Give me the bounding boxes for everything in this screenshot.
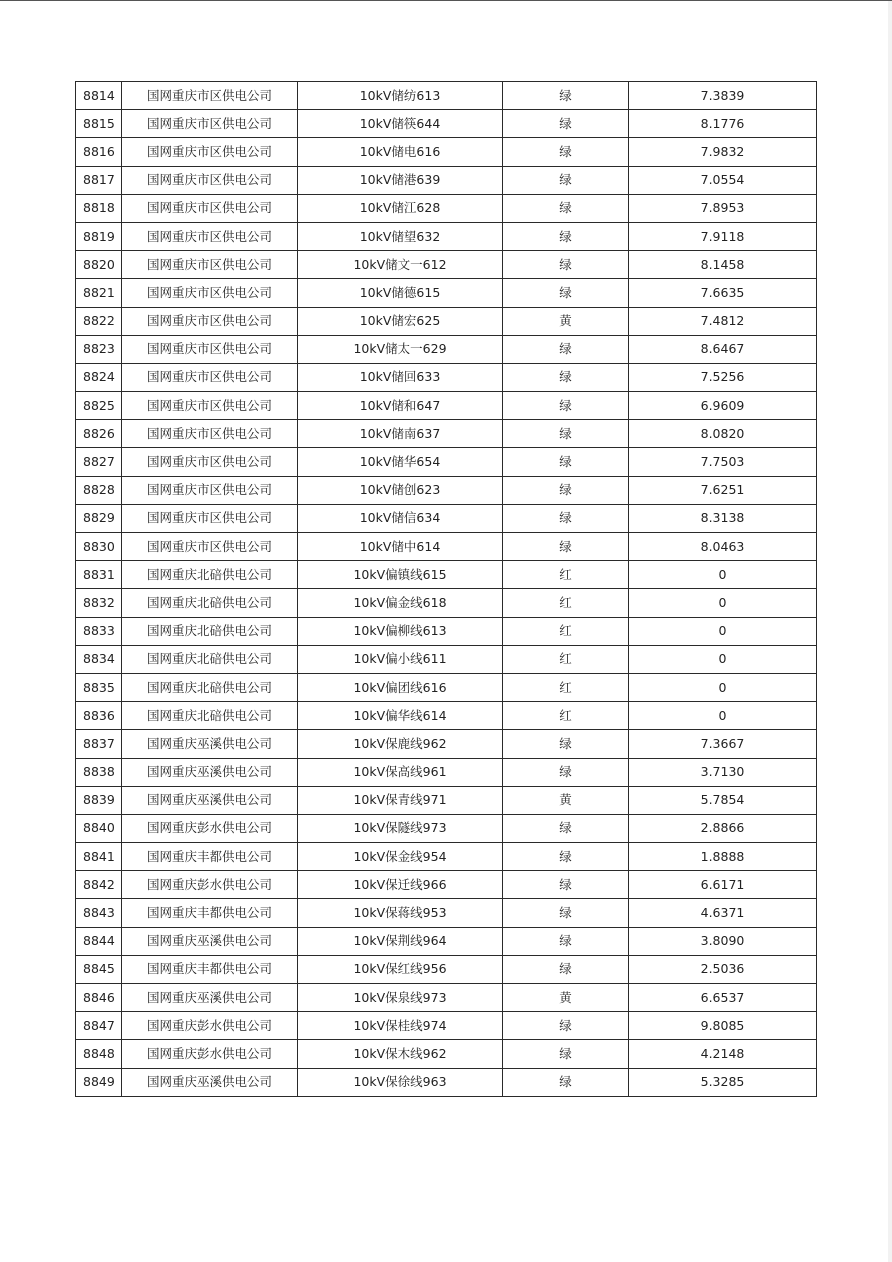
value-cell: 9.8085 xyxy=(629,1012,817,1040)
value-cell: 7.6635 xyxy=(629,279,817,307)
line-name-cell: 10kV保青线971 xyxy=(298,786,503,814)
company-cell: 国网重庆巫溪供电公司 xyxy=(122,1068,298,1096)
status-cell: 黄 xyxy=(503,984,629,1012)
feeder-table-body xyxy=(76,82,817,1097)
status-cell: 绿 xyxy=(503,730,629,758)
table-row xyxy=(76,363,817,391)
value-cell: 7.9832 xyxy=(629,138,817,166)
line-name-cell: 10kV偏金线618 xyxy=(298,589,503,617)
company-cell: 国网重庆北碚供电公司 xyxy=(122,561,298,589)
table-row xyxy=(76,1040,817,1068)
row-id-cell: 8829 xyxy=(76,504,122,532)
value-cell: 7.8953 xyxy=(629,194,817,222)
company-cell: 国网重庆巫溪供电公司 xyxy=(122,758,298,786)
status-cell: 绿 xyxy=(503,1068,629,1096)
table-row xyxy=(76,476,817,504)
line-name-cell: 10kV储华654 xyxy=(298,448,503,476)
value-cell: 1.8888 xyxy=(629,843,817,871)
line-name-cell: 10kV储纺613 xyxy=(298,82,503,110)
row-id-cell: 8839 xyxy=(76,786,122,814)
status-cell: 绿 xyxy=(503,1012,629,1040)
row-id-cell: 8845 xyxy=(76,955,122,983)
value-cell: 7.9118 xyxy=(629,222,817,250)
table-row xyxy=(76,251,817,279)
table-row xyxy=(76,222,817,250)
value-cell: 8.6467 xyxy=(629,335,817,363)
status-cell: 黄 xyxy=(503,786,629,814)
value-cell: 4.6371 xyxy=(629,899,817,927)
table-row xyxy=(76,504,817,532)
value-cell: 0 xyxy=(629,617,817,645)
table-row xyxy=(76,786,817,814)
table-row xyxy=(76,955,817,983)
value-cell: 3.7130 xyxy=(629,758,817,786)
company-cell: 国网重庆市区供电公司 xyxy=(122,166,298,194)
status-cell: 绿 xyxy=(503,927,629,955)
table-row xyxy=(76,814,817,842)
status-cell: 绿 xyxy=(503,1040,629,1068)
status-cell: 红 xyxy=(503,561,629,589)
company-cell: 国网重庆彭水供电公司 xyxy=(122,1040,298,1068)
row-id-cell: 8847 xyxy=(76,1012,122,1040)
row-id-cell: 8843 xyxy=(76,899,122,927)
row-id-cell: 8849 xyxy=(76,1068,122,1096)
line-name-cell: 10kV保木线962 xyxy=(298,1040,503,1068)
company-cell: 国网重庆巫溪供电公司 xyxy=(122,786,298,814)
status-cell: 红 xyxy=(503,673,629,701)
line-name-cell: 10kV储德615 xyxy=(298,279,503,307)
row-id-cell: 8841 xyxy=(76,843,122,871)
row-id-cell: 8819 xyxy=(76,222,122,250)
feeder-table xyxy=(75,81,817,1097)
status-cell: 红 xyxy=(503,645,629,673)
row-id-cell: 8836 xyxy=(76,702,122,730)
page-top-border xyxy=(0,0,892,1)
row-id-cell: 8832 xyxy=(76,589,122,617)
value-cell: 8.0820 xyxy=(629,420,817,448)
value-cell: 8.1776 xyxy=(629,110,817,138)
value-cell: 7.7503 xyxy=(629,448,817,476)
line-name-cell: 10kV保荆线964 xyxy=(298,927,503,955)
row-id-cell: 8830 xyxy=(76,533,122,561)
page-right-edge xyxy=(888,1,892,1262)
table-row xyxy=(76,730,817,758)
table-row xyxy=(76,871,817,899)
table-row xyxy=(76,673,817,701)
line-name-cell: 10kV储和647 xyxy=(298,392,503,420)
company-cell: 国网重庆丰都供电公司 xyxy=(122,899,298,927)
line-name-cell: 10kV偏柳线613 xyxy=(298,617,503,645)
value-cell: 6.6537 xyxy=(629,984,817,1012)
status-cell: 绿 xyxy=(503,448,629,476)
company-cell: 国网重庆市区供电公司 xyxy=(122,307,298,335)
value-cell: 7.3839 xyxy=(629,82,817,110)
value-cell: 6.9609 xyxy=(629,392,817,420)
company-cell: 国网重庆彭水供电公司 xyxy=(122,814,298,842)
company-cell: 国网重庆市区供电公司 xyxy=(122,392,298,420)
line-name-cell: 10kV保徐线963 xyxy=(298,1068,503,1096)
status-cell: 绿 xyxy=(503,533,629,561)
value-cell: 7.5256 xyxy=(629,363,817,391)
status-cell: 绿 xyxy=(503,363,629,391)
company-cell: 国网重庆北碚供电公司 xyxy=(122,702,298,730)
table-row xyxy=(76,843,817,871)
line-name-cell: 10kV储宏625 xyxy=(298,307,503,335)
line-name-cell: 10kV保红线956 xyxy=(298,955,503,983)
value-cell: 6.6171 xyxy=(629,871,817,899)
status-cell: 绿 xyxy=(503,843,629,871)
row-id-cell: 8824 xyxy=(76,363,122,391)
row-id-cell: 8826 xyxy=(76,420,122,448)
row-id-cell: 8827 xyxy=(76,448,122,476)
table-row xyxy=(76,1012,817,1040)
row-id-cell: 8840 xyxy=(76,814,122,842)
row-id-cell: 8846 xyxy=(76,984,122,1012)
company-cell: 国网重庆市区供电公司 xyxy=(122,504,298,532)
value-cell: 0 xyxy=(629,645,817,673)
line-name-cell: 10kV储筷644 xyxy=(298,110,503,138)
company-cell: 国网重庆北碚供电公司 xyxy=(122,673,298,701)
status-cell: 绿 xyxy=(503,279,629,307)
row-id-cell: 8842 xyxy=(76,871,122,899)
status-cell: 绿 xyxy=(503,138,629,166)
line-name-cell: 10kV储南637 xyxy=(298,420,503,448)
status-cell: 绿 xyxy=(503,504,629,532)
value-cell: 2.8866 xyxy=(629,814,817,842)
company-cell: 国网重庆市区供电公司 xyxy=(122,138,298,166)
company-cell: 国网重庆市区供电公司 xyxy=(122,448,298,476)
company-cell: 国网重庆彭水供电公司 xyxy=(122,871,298,899)
table-row xyxy=(76,758,817,786)
value-cell: 5.7854 xyxy=(629,786,817,814)
line-name-cell: 10kV偏华线614 xyxy=(298,702,503,730)
status-cell: 绿 xyxy=(503,222,629,250)
company-cell: 国网重庆巫溪供电公司 xyxy=(122,984,298,1012)
row-id-cell: 8831 xyxy=(76,561,122,589)
value-cell: 7.4812 xyxy=(629,307,817,335)
row-id-cell: 8814 xyxy=(76,82,122,110)
value-cell: 8.0463 xyxy=(629,533,817,561)
status-cell: 绿 xyxy=(503,335,629,363)
row-id-cell: 8820 xyxy=(76,251,122,279)
table-row xyxy=(76,392,817,420)
row-id-cell: 8823 xyxy=(76,335,122,363)
company-cell: 国网重庆彭水供电公司 xyxy=(122,1012,298,1040)
company-cell: 国网重庆市区供电公司 xyxy=(122,363,298,391)
value-cell: 5.3285 xyxy=(629,1068,817,1096)
row-id-cell: 8835 xyxy=(76,673,122,701)
row-id-cell: 8815 xyxy=(76,110,122,138)
status-cell: 绿 xyxy=(503,758,629,786)
company-cell: 国网重庆市区供电公司 xyxy=(122,533,298,561)
line-name-cell: 10kV储文一612 xyxy=(298,251,503,279)
line-name-cell: 10kV保高线961 xyxy=(298,758,503,786)
table-row xyxy=(76,533,817,561)
value-cell: 4.2148 xyxy=(629,1040,817,1068)
row-id-cell: 8816 xyxy=(76,138,122,166)
line-name-cell: 10kV保迁线966 xyxy=(298,871,503,899)
table-row xyxy=(76,645,817,673)
row-id-cell: 8818 xyxy=(76,194,122,222)
table-row xyxy=(76,899,817,927)
company-cell: 国网重庆市区供电公司 xyxy=(122,222,298,250)
line-name-cell: 10kV储回633 xyxy=(298,363,503,391)
table-row xyxy=(76,702,817,730)
table-row xyxy=(76,589,817,617)
table-row xyxy=(76,138,817,166)
table-row xyxy=(76,561,817,589)
table-row xyxy=(76,110,817,138)
company-cell: 国网重庆丰都供电公司 xyxy=(122,843,298,871)
line-name-cell: 10kV偏小线611 xyxy=(298,645,503,673)
status-cell: 绿 xyxy=(503,420,629,448)
status-cell: 绿 xyxy=(503,899,629,927)
row-id-cell: 8838 xyxy=(76,758,122,786)
line-name-cell: 10kV储望632 xyxy=(298,222,503,250)
line-name-cell: 10kV储太一629 xyxy=(298,335,503,363)
status-cell: 黄 xyxy=(503,307,629,335)
company-cell: 国网重庆市区供电公司 xyxy=(122,110,298,138)
company-cell: 国网重庆市区供电公司 xyxy=(122,420,298,448)
status-cell: 绿 xyxy=(503,955,629,983)
company-cell: 国网重庆巫溪供电公司 xyxy=(122,927,298,955)
company-cell: 国网重庆北碚供电公司 xyxy=(122,645,298,673)
company-cell: 国网重庆市区供电公司 xyxy=(122,279,298,307)
status-cell: 绿 xyxy=(503,814,629,842)
status-cell: 红 xyxy=(503,617,629,645)
row-id-cell: 8828 xyxy=(76,476,122,504)
table-row xyxy=(76,984,817,1012)
value-cell: 8.1458 xyxy=(629,251,817,279)
table-row xyxy=(76,1068,817,1096)
value-cell: 7.6251 xyxy=(629,476,817,504)
line-name-cell: 10kV储港639 xyxy=(298,166,503,194)
line-name-cell: 10kV保隧线973 xyxy=(298,814,503,842)
company-cell: 国网重庆丰都供电公司 xyxy=(122,955,298,983)
value-cell: 3.8090 xyxy=(629,927,817,955)
table-row xyxy=(76,335,817,363)
status-cell: 绿 xyxy=(503,871,629,899)
line-name-cell: 10kV保蒋线953 xyxy=(298,899,503,927)
status-cell: 绿 xyxy=(503,251,629,279)
row-id-cell: 8848 xyxy=(76,1040,122,1068)
row-id-cell: 8817 xyxy=(76,166,122,194)
table-row xyxy=(76,194,817,222)
table-row xyxy=(76,617,817,645)
company-cell: 国网重庆市区供电公司 xyxy=(122,194,298,222)
value-cell: 8.3138 xyxy=(629,504,817,532)
table-row xyxy=(76,82,817,110)
value-cell: 0 xyxy=(629,673,817,701)
table-row xyxy=(76,448,817,476)
line-name-cell: 10kV保鹿线962 xyxy=(298,730,503,758)
company-cell: 国网重庆北碚供电公司 xyxy=(122,617,298,645)
line-name-cell: 10kV储信634 xyxy=(298,504,503,532)
row-id-cell: 8821 xyxy=(76,279,122,307)
table-row xyxy=(76,166,817,194)
company-cell: 国网重庆市区供电公司 xyxy=(122,82,298,110)
status-cell: 红 xyxy=(503,589,629,617)
table-row xyxy=(76,927,817,955)
value-cell: 0 xyxy=(629,589,817,617)
line-name-cell: 10kV储中614 xyxy=(298,533,503,561)
status-cell: 绿 xyxy=(503,476,629,504)
row-id-cell: 8825 xyxy=(76,392,122,420)
row-id-cell: 8833 xyxy=(76,617,122,645)
company-cell: 国网重庆市区供电公司 xyxy=(122,476,298,504)
line-name-cell: 10kV保泉线973 xyxy=(298,984,503,1012)
company-cell: 国网重庆巫溪供电公司 xyxy=(122,730,298,758)
line-name-cell: 10kV储江628 xyxy=(298,194,503,222)
row-id-cell: 8822 xyxy=(76,307,122,335)
company-cell: 国网重庆北碚供电公司 xyxy=(122,589,298,617)
value-cell: 0 xyxy=(629,561,817,589)
table-row xyxy=(76,307,817,335)
status-cell: 绿 xyxy=(503,82,629,110)
line-name-cell: 10kV保金线954 xyxy=(298,843,503,871)
row-id-cell: 8837 xyxy=(76,730,122,758)
company-cell: 国网重庆市区供电公司 xyxy=(122,335,298,363)
status-cell: 绿 xyxy=(503,166,629,194)
row-id-cell: 8834 xyxy=(76,645,122,673)
table-row xyxy=(76,279,817,307)
value-cell: 7.3667 xyxy=(629,730,817,758)
line-name-cell: 10kV储电616 xyxy=(298,138,503,166)
line-name-cell: 10kV储创623 xyxy=(298,476,503,504)
line-name-cell: 10kV保桂线974 xyxy=(298,1012,503,1040)
table-row xyxy=(76,420,817,448)
status-cell: 绿 xyxy=(503,194,629,222)
value-cell: 7.0554 xyxy=(629,166,817,194)
company-cell: 国网重庆市区供电公司 xyxy=(122,251,298,279)
value-cell: 2.5036 xyxy=(629,955,817,983)
line-name-cell: 10kV偏镇线615 xyxy=(298,561,503,589)
line-name-cell: 10kV偏团线616 xyxy=(298,673,503,701)
row-id-cell: 8844 xyxy=(76,927,122,955)
status-cell: 绿 xyxy=(503,392,629,420)
status-cell: 绿 xyxy=(503,110,629,138)
value-cell: 0 xyxy=(629,702,817,730)
status-cell: 红 xyxy=(503,702,629,730)
